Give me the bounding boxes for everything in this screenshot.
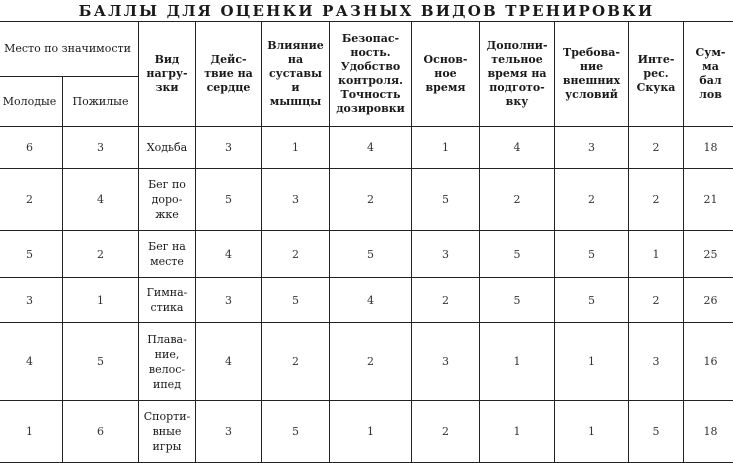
rank-old-cell: 3 <box>63 127 139 169</box>
rank-young-cell: 2 <box>0 169 63 231</box>
header-main-time: Основ- ное время <box>412 22 480 127</box>
header-extra-time: Дополни- тельное время на подгото- вку <box>480 22 555 127</box>
load-type-cell: Спорти- вные игры <box>139 401 196 463</box>
conditions-score-cell: 1 <box>555 323 629 401</box>
extra-time-score-cell: 5 <box>480 231 555 278</box>
conditions-score-cell: 3 <box>555 127 629 169</box>
main-time-score-cell: 3 <box>412 231 480 278</box>
table-row <box>0 278 733 323</box>
main-time-score-cell: 1 <box>412 127 480 169</box>
rank-old-cell: 5 <box>63 323 139 401</box>
heart-score-cell: 4 <box>196 231 262 278</box>
header-old: Пожилые <box>63 77 139 127</box>
rank-young-cell: 6 <box>0 127 63 169</box>
safety-score-cell: 5 <box>330 231 412 278</box>
joints-score-cell: 5 <box>262 401 330 463</box>
load-type-cell: Ходьба <box>139 127 196 169</box>
heart-score-cell: 5 <box>196 169 262 231</box>
header-total: Сум- ма бал лов <box>684 22 733 127</box>
conditions-score-cell: 5 <box>555 278 629 323</box>
main-time-score-cell: 3 <box>412 323 480 401</box>
load-type-cell: Бег по доро- жке <box>139 169 196 231</box>
table-row <box>0 401 733 463</box>
interest-score-cell: 3 <box>629 323 684 401</box>
heart-score-cell: 3 <box>196 401 262 463</box>
extra-time-score-cell: 5 <box>480 278 555 323</box>
header-safety: Безопас- ность. Удобство контроля. Точность дозировки <box>330 22 412 127</box>
conditions-score-cell: 1 <box>555 401 629 463</box>
extra-time-score-cell: 4 <box>480 127 555 169</box>
load-type-cell: Бег на месте <box>139 231 196 278</box>
total-score-cell: 18 <box>684 127 733 169</box>
table-row <box>0 169 733 231</box>
rank-old-cell: 1 <box>63 278 139 323</box>
load-type-cell: Гимна- стика <box>139 278 196 323</box>
total-score-cell: 26 <box>684 278 733 323</box>
load-type-cell: Плава- ние, велос- ипед <box>139 323 196 401</box>
interest-score-cell: 2 <box>629 278 684 323</box>
total-score-cell: 25 <box>684 231 733 278</box>
main-time-score-cell: 2 <box>412 278 480 323</box>
table-title: БАЛЛЫ ДЛЯ ОЦЕНКИ РАЗНЫХ ВИДОВ ТРЕНИРОВКИ <box>0 2 733 20</box>
safety-score-cell: 2 <box>330 323 412 401</box>
interest-score-cell: 5 <box>629 401 684 463</box>
extra-time-score-cell: 1 <box>480 323 555 401</box>
heart-score-cell: 3 <box>196 278 262 323</box>
main-time-score-cell: 2 <box>412 401 480 463</box>
extra-time-score-cell: 2 <box>480 169 555 231</box>
safety-score-cell: 2 <box>330 169 412 231</box>
total-score-cell: 16 <box>684 323 733 401</box>
heart-score-cell: 3 <box>196 127 262 169</box>
header-young: Молодые <box>0 77 63 127</box>
heart-score-cell: 4 <box>196 323 262 401</box>
header-joints-muscles: Влияние на суставы и мышцы <box>262 22 330 127</box>
conditions-score-cell: 5 <box>555 231 629 278</box>
safety-score-cell: 4 <box>330 278 412 323</box>
safety-score-cell: 1 <box>330 401 412 463</box>
joints-score-cell: 3 <box>262 169 330 231</box>
header-heart-effect: Дейс- твие на сердце <box>196 22 262 127</box>
interest-score-cell: 1 <box>629 231 684 278</box>
joints-score-cell: 1 <box>262 127 330 169</box>
interest-score-cell: 2 <box>629 127 684 169</box>
joints-score-cell: 2 <box>262 323 330 401</box>
rank-old-cell: 6 <box>63 401 139 463</box>
main-time-score-cell: 5 <box>412 169 480 231</box>
header-load-type: Вид нагру- зки <box>139 22 196 127</box>
rank-young-cell: 1 <box>0 401 63 463</box>
header-interest: Инте- рес. Скука <box>629 22 684 127</box>
joints-score-cell: 2 <box>262 231 330 278</box>
table-row <box>0 323 733 401</box>
rank-young-cell: 3 <box>0 278 63 323</box>
header-external-conditions: Требова- ние внешних условий <box>555 22 629 127</box>
rank-old-cell: 2 <box>63 231 139 278</box>
rank-old-cell: 4 <box>63 169 139 231</box>
table-row <box>0 231 733 278</box>
joints-score-cell: 5 <box>262 278 330 323</box>
table-row <box>0 127 733 169</box>
extra-time-score-cell: 1 <box>480 401 555 463</box>
scores-table <box>0 21 733 463</box>
rank-young-cell: 5 <box>0 231 63 278</box>
safety-score-cell: 4 <box>330 127 412 169</box>
interest-score-cell: 2 <box>629 169 684 231</box>
header-importance-group: Место по значимости <box>0 22 139 77</box>
conditions-score-cell: 2 <box>555 169 629 231</box>
rank-young-cell: 4 <box>0 323 63 401</box>
total-score-cell: 21 <box>684 169 733 231</box>
total-score-cell: 18 <box>684 401 733 463</box>
